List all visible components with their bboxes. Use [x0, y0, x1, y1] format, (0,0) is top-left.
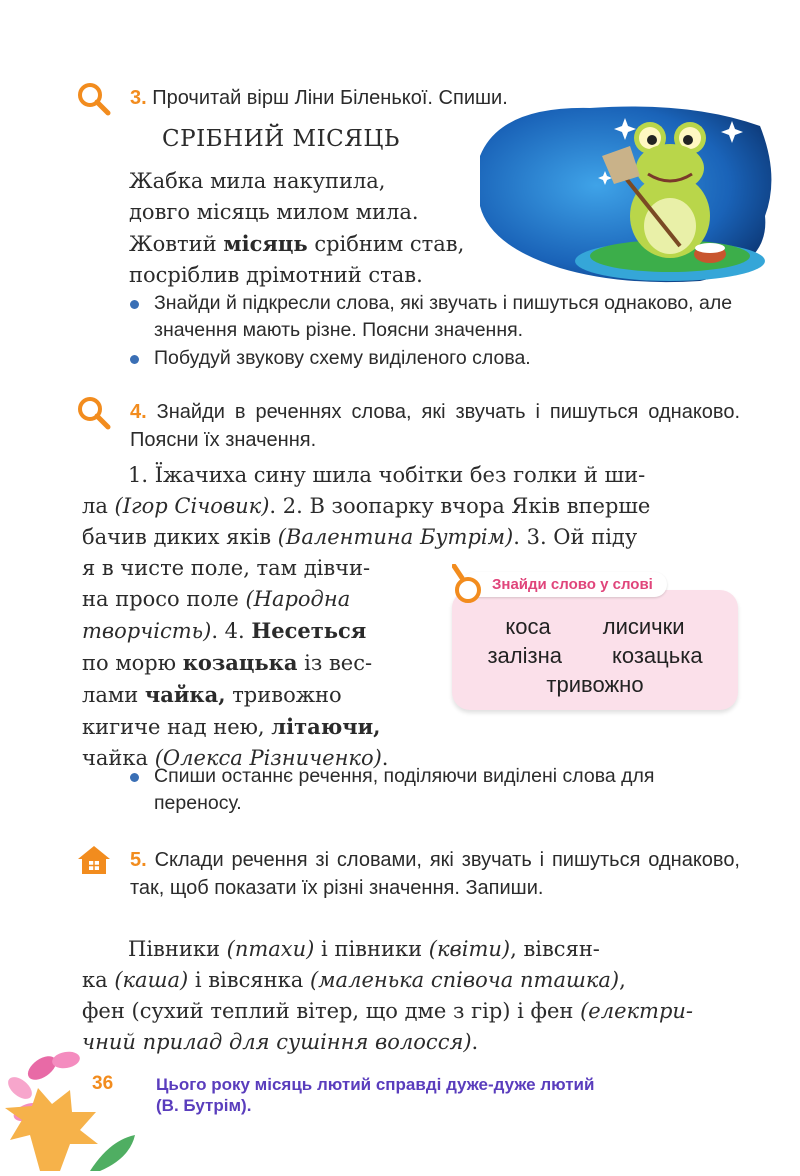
text-span: я в чисте поле, там дівчи- [82, 556, 371, 580]
magnifier-icon [452, 564, 486, 606]
poem-line: Жабка мила накупила, [129, 169, 386, 193]
word: залізна [487, 643, 562, 668]
meaning: (квіти) [428, 937, 511, 961]
text-span: . 3. Ой піду [513, 525, 638, 549]
text-span: із вес- [297, 651, 373, 675]
task-5-text [82, 934, 747, 1058]
text-line [82, 491, 742, 522]
task-4-header [130, 398, 740, 454]
author: (Валентина Бутрім) [277, 525, 514, 549]
highlighted-word: козацька [182, 650, 298, 675]
task-instruction: Склади речення зі словами, які звучать і пишуться однаково, так, щоб показати їх різні значення. Запиши. [130, 849, 740, 899]
author: (Ігор Січовик) [114, 494, 270, 518]
word: козацька [611, 643, 703, 668]
meaning: (маленька співоча пташка) [309, 968, 620, 992]
text-line [82, 996, 747, 1027]
text-span: Півники [128, 937, 227, 961]
text-span: , [619, 968, 626, 992]
frog-moon-illustration [470, 96, 780, 286]
word: лисички [602, 614, 685, 639]
highlighted-word: чайка, [144, 682, 226, 707]
text-line [82, 965, 747, 996]
task-instruction: Прочитай вірш Ліни Біленької. Спиши. [152, 87, 508, 109]
text-span: 1. Їжачиха сину шила чобітки без голки й ши- [128, 463, 646, 487]
word: тривожно [546, 672, 644, 697]
magnifier-icon [76, 82, 112, 118]
bullet-item: Спиши останнє речення, поділяючи виділені слова для переносу. [128, 763, 740, 817]
text-span: . [471, 1030, 479, 1054]
highlighted-word: літаючи, [271, 714, 381, 739]
footer-line: (В. Бутрім). [156, 1096, 252, 1115]
home-icon [76, 844, 112, 876]
text-line [82, 1027, 747, 1058]
task-number: 4. [130, 401, 147, 423]
text-line [82, 460, 742, 491]
text-line [82, 934, 747, 965]
leaves-decoration [0, 1040, 150, 1171]
word-row [452, 670, 738, 700]
page-number: 36 [92, 1073, 114, 1094]
word-row [452, 612, 738, 642]
text-span: кигиче над нею, [82, 715, 272, 739]
footer-line: Цього року місяць лютий справді дуже-дуже лютий [156, 1075, 595, 1094]
highlighted-word: місяць [223, 231, 308, 256]
text-line [82, 711, 742, 743]
text-span: ла [82, 494, 115, 518]
poem-line: довго місяць милом мила. [129, 200, 419, 224]
meaning: (птахи) [226, 937, 315, 961]
meaning: (електри- [580, 999, 694, 1023]
footer-quote [156, 1074, 756, 1116]
task-number: 5. [130, 849, 147, 871]
author: (Олекса Різниченко) [154, 746, 382, 770]
poem [129, 166, 509, 291]
text-span: . 4. [211, 619, 252, 643]
poem-title: СРІБНИЙ МІСЯЦЬ [162, 126, 400, 152]
meaning: чний прилад для сушіння волосся) [82, 1030, 472, 1054]
poem-line [129, 228, 509, 260]
task-5-header [130, 846, 740, 902]
text-span: чайка [82, 746, 155, 770]
task-4-bullets [128, 763, 740, 817]
text-span: ка [82, 968, 115, 992]
text-span: . [381, 746, 389, 770]
word: коса [505, 614, 551, 639]
magnifier-icon [76, 396, 112, 432]
text-span: лами [82, 683, 145, 707]
meaning: (каша) [114, 968, 189, 992]
poem-word: срібним став, [314, 232, 465, 256]
poem-line: посріблив дрімотний став. [129, 263, 423, 287]
word-card-tag: Знайди слово у слові [462, 572, 667, 597]
text-span: і вівсянка [188, 968, 310, 992]
text-span: і півники [314, 937, 429, 961]
author: творчість) [82, 619, 212, 643]
word-row [452, 641, 738, 671]
bullet-item: Побудуй звукову схему виділеного слова. [128, 345, 740, 372]
task-3-bullets [128, 290, 740, 372]
task-instruction: Знайди в реченнях слова, які звучать і пишуться однаково. Поясни їх значення. [130, 401, 740, 451]
bullet-item: Знайди й підкресли слова, які звучать і пишуться однаково, але значення мають різне. Поясни значення. [128, 290, 740, 344]
text-span: тривожно [225, 683, 342, 707]
text-span: на просо поле [82, 587, 246, 611]
task-number: 3. [130, 87, 147, 109]
word-in-word-card [452, 590, 738, 710]
text-span: по морю [82, 651, 183, 675]
text-span: бачив диких яків [82, 525, 278, 549]
author: (Народна [245, 587, 351, 611]
highlighted-word: Несеться [251, 618, 367, 643]
text-span: . 2. В зоопарку вчора Яків вперше [269, 494, 651, 518]
text-line [82, 522, 742, 553]
text-span: фен (сухий теплий вітер, що дме з гір) і фен [82, 999, 581, 1023]
text-span: , вівсян- [510, 937, 600, 961]
poem-word: Жовтий [129, 232, 217, 256]
